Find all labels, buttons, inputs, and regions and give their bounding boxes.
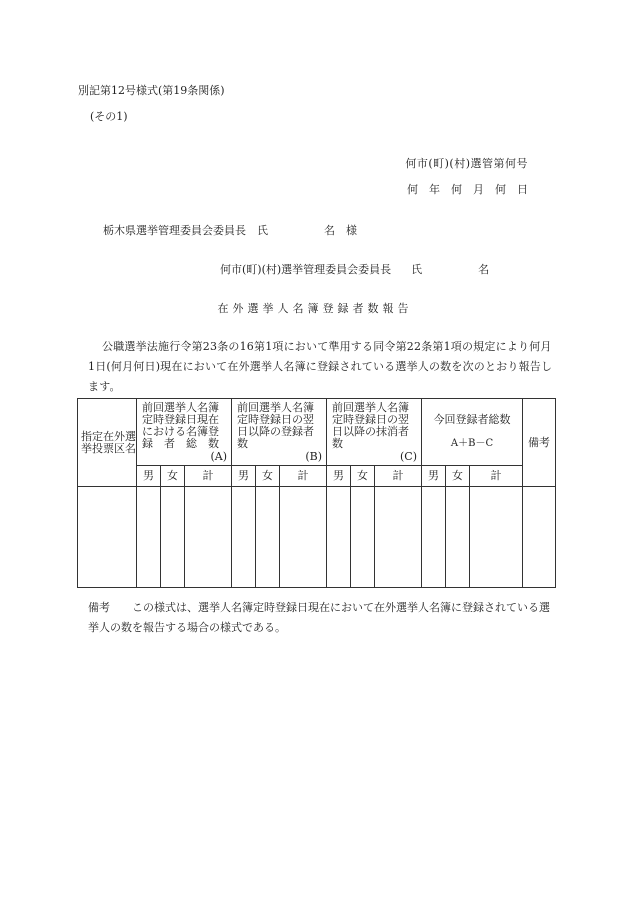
total-subheader-c: 計 xyxy=(375,466,422,487)
c-total-cell[interactable] xyxy=(375,487,422,588)
a-male-cell[interactable] xyxy=(137,487,161,588)
column-a-header: 前回選挙人名簿定時登録日現在における名簿登録 者 総 数 (A) xyxy=(137,399,232,466)
male-subheader-b: 男 xyxy=(232,466,256,487)
c-male-cell[interactable] xyxy=(327,487,351,588)
district-cell[interactable] xyxy=(78,487,137,588)
registration-table xyxy=(77,398,556,588)
total-subheader-a: 計 xyxy=(185,466,232,487)
table-data-row xyxy=(78,487,556,588)
male-subheader-a: 男 xyxy=(137,466,161,487)
remarks-note xyxy=(88,598,558,638)
female-subheader-c: 女 xyxy=(351,466,375,487)
total-header: 今回登録者総数 A＋B－C xyxy=(422,399,523,466)
b-male-cell[interactable] xyxy=(232,487,256,588)
male-subheader-c: 男 xyxy=(327,466,351,487)
recipient-line xyxy=(103,222,357,238)
form-subtitle: (その1) xyxy=(90,110,128,123)
female-subheader-a: 女 xyxy=(161,466,185,487)
male-subheader-total: 男 xyxy=(422,466,446,487)
note-text: この様式は、選挙人名簿定時登録日現在において在外選挙人名簿に登録されている選挙人の数を報告する場合の様式である。 xyxy=(88,601,550,634)
sender-shi: 氏 xyxy=(411,263,423,276)
remarks-cell[interactable] xyxy=(523,487,556,588)
total-total-cell[interactable] xyxy=(470,487,523,588)
b-female-cell[interactable] xyxy=(256,487,280,588)
a-female-cell[interactable] xyxy=(161,487,185,588)
recipient-name: 名 様 xyxy=(324,224,357,237)
sender-org: 何市(町)(村)選挙管理委員会委員長 xyxy=(220,263,392,276)
sender-mei: 名 xyxy=(478,263,490,276)
document-number: 何市(町)(村)選管第何号 xyxy=(405,157,528,170)
a-total-cell[interactable] xyxy=(185,487,232,588)
sender-line xyxy=(220,261,489,277)
recipient-title: 栃木県選挙管理委員会委員長 氏 xyxy=(103,224,268,237)
b-total-cell[interactable] xyxy=(280,487,327,588)
total-subheader-b: 計 xyxy=(280,466,327,487)
column-c-header: 前回選挙人名簿定時登録日の翌日以降の抹消者数 (C) xyxy=(327,399,422,466)
total-male-cell[interactable] xyxy=(422,487,446,588)
total-subheader-total: 計 xyxy=(470,466,523,487)
remarks-header: 備考 xyxy=(523,399,556,487)
total-female-cell[interactable] xyxy=(446,487,470,588)
c-female-cell[interactable] xyxy=(351,487,375,588)
body-paragraph: 公職選挙法施行令第23条の16第1項において準用する同令第22条第1項の規定により何月1日(何月何日)現在において在外選挙人名簿に登録されている選挙人の数を次のとおり報告します。 xyxy=(88,340,553,393)
document-title: 在外選挙人名簿登録者数報告 xyxy=(217,302,413,315)
female-subheader-b: 女 xyxy=(256,466,280,487)
female-subheader-total: 女 xyxy=(446,466,470,487)
district-header: 指定在外選挙投票区名 xyxy=(78,399,137,487)
form-label: 別記第12号様式(第19条関係) xyxy=(78,84,225,97)
document-date: 何 年 何 月 何 日 xyxy=(407,183,528,196)
note-label: 備考 xyxy=(88,601,110,614)
column-b-header: 前回選挙人名簿定時登録日の翌日以降の登録者数 (B) xyxy=(232,399,327,466)
